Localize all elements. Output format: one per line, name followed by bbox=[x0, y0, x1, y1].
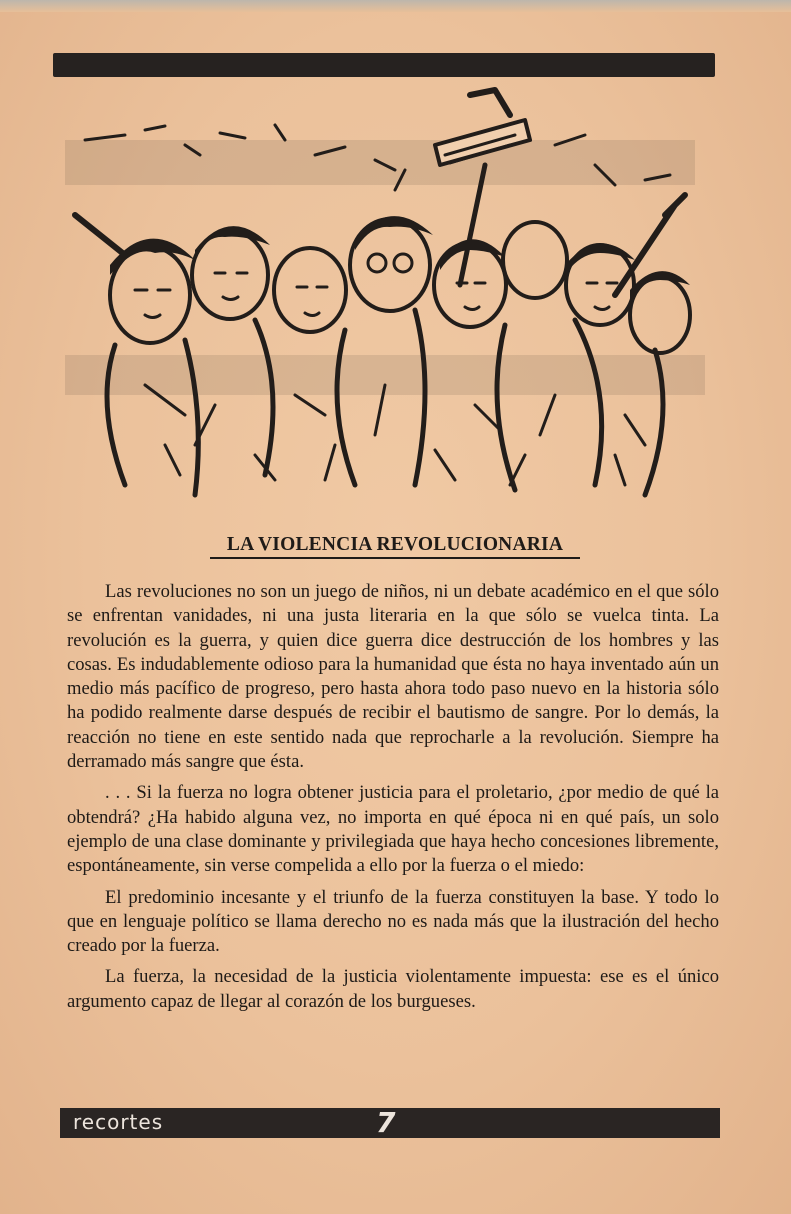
page-number: 7 bbox=[376, 1106, 396, 1139]
paragraph: . . . Si la fuerza no logra obtener justicia para el proletario, ¿por medio de qué la obtendrá? ¿Ha habido alguna vez, no importa en qué época ni en qué país, un solo ejemplo de una clase dominante y privilegiada que haya hecho concesiones libremente, espontáneamente, sin verse compelida a ello por la fuerza o el miedo: bbox=[67, 782, 719, 877]
page-edge bbox=[0, 0, 791, 12]
publication-name: recortes bbox=[73, 1110, 164, 1134]
article-body bbox=[67, 580, 719, 1021]
crowd-illustration bbox=[55, 85, 715, 505]
paragraph: La fuerza, la necesidad de la justicia violentamente impuesta: ese es el único argumento capaz de llegar al corazón de los burgueses. bbox=[67, 966, 719, 1012]
paragraph: El predominio incesante y el triunfo de la fuerza constituyen la base. Y todo lo que en lenguaje político se llama derecho no es nada más que la ilustración del hecho creado por la fuerza. bbox=[67, 886, 719, 957]
paragraph: Las revoluciones no son un juego de niños, ni un debate académico en el que sólo se enfrentan vanidades, ni una justa literaria en la que sólo se vuelca tinta. La revolución es la guerra, y quien dice guerra dice destrucción de los hombres y las cosas. Es indudablemente odioso para la humanidad que ésta no haya inventado aún un medio más pacífico de progreso, pero hasta ahora todo paso nuevo en la historia sólo ha podido realmente darse después de recibir el bautismo de sangre. Por lo demás, la reacción no tiene en este sentido nada que reprocharle a la revolución. Siempre ha derramado más sangre que ésta. bbox=[67, 581, 719, 773]
footer-bar bbox=[60, 1108, 720, 1138]
top-decorative-bar bbox=[53, 53, 715, 77]
article-title: LA VIOLENCIA REVOLUCIONARIA bbox=[210, 534, 580, 559]
